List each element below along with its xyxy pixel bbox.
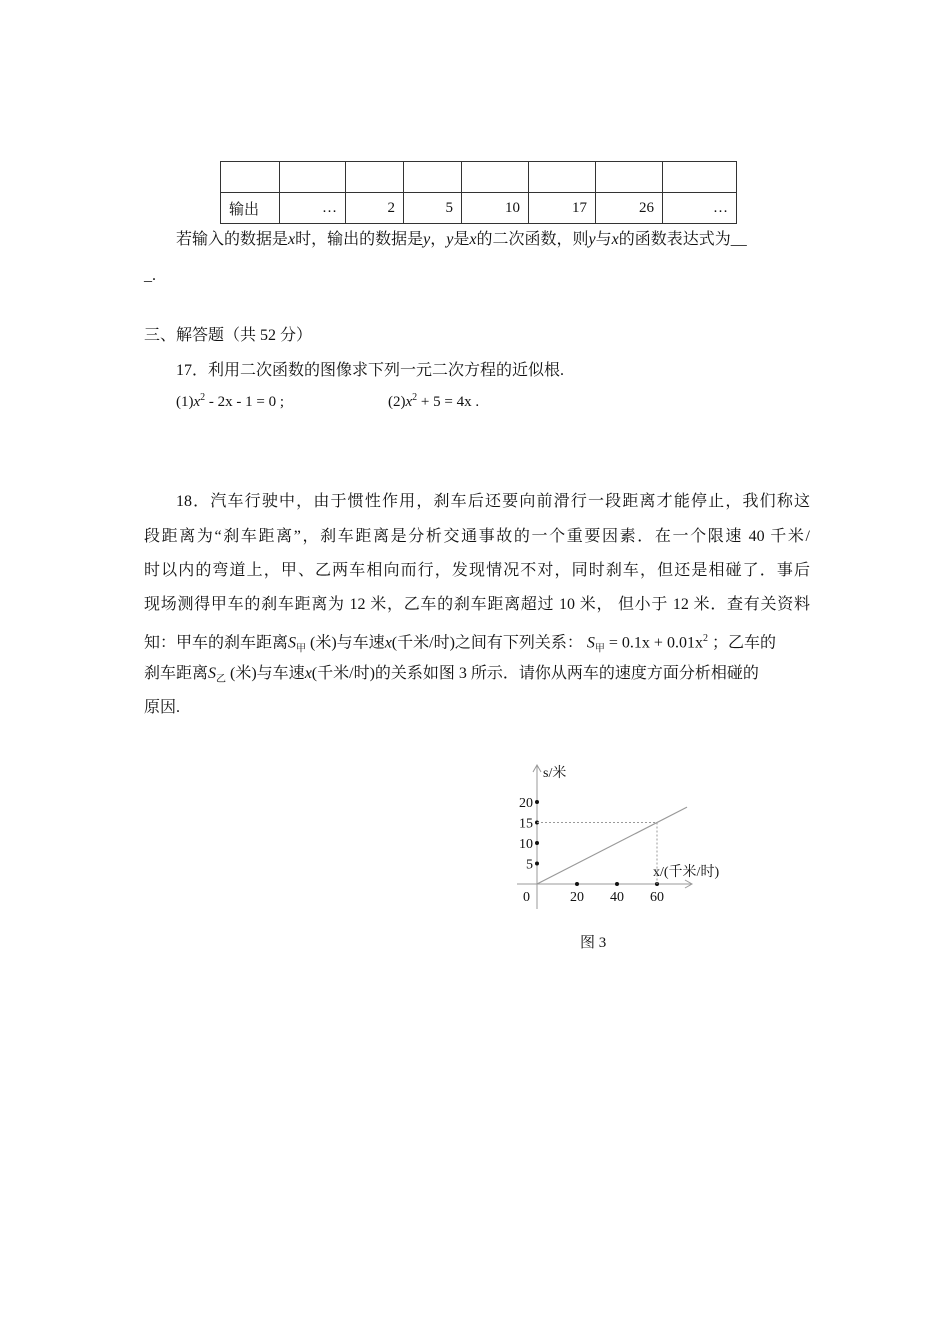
y-tick-dot [535, 800, 539, 804]
origin-label: 0 [523, 890, 530, 905]
figure-caption: 图 3 [580, 935, 607, 951]
y-tick-label: 15 [519, 816, 533, 832]
table-cell [529, 162, 596, 193]
x-tick-dot [575, 882, 579, 886]
table-cell: … [280, 193, 346, 224]
q16-line1: 若输入的数据是x时，输出的数据是y，y是x的二次函数，则y与x的函数表达式为__ [176, 231, 747, 248]
table-cell: … [663, 193, 737, 224]
table-cell [280, 162, 346, 193]
q17-equation-1: $(1)x^2 - 2x - 1 = 0$ ; [176, 392, 285, 410]
y-axis-label: s/米 [543, 766, 567, 781]
table-row [221, 162, 737, 193]
y-tick-label: 5 [526, 857, 533, 873]
io-table [220, 161, 737, 224]
table-cell: 26 [596, 193, 663, 224]
table-cell [404, 162, 462, 193]
y-tick-label: 10 [519, 837, 533, 852]
table-cell: 17 [529, 193, 596, 224]
y-tick-dot [535, 841, 539, 845]
q18-line3: 时以内的弯道上，甲、乙两车相向而行，发现情况不对，同时刹车，但还是相碰了．事后 [144, 562, 810, 579]
table-cell [596, 162, 663, 193]
x-tick-label: 20 [570, 890, 584, 905]
q17-stem: 17．利用二次函数的图像求下列一元二次方程的近似根. [176, 362, 565, 379]
table-cell: 2 [346, 193, 404, 224]
table-cell: 输出 [221, 193, 280, 224]
x-tick-dot [615, 882, 619, 886]
q18-line7: 原因. [144, 699, 181, 716]
q18-line2: 段距离为“刹车距离”，刹车距离是分析交通事故的一个重要因素．在一个限速 40 千米/ [144, 528, 810, 545]
table-cell: 10 [462, 193, 529, 224]
q18-line6: 刹车距离$S_乙$ (米)与车速x(千米/时)的关系如图 3 所示．请你从两车的速度方面分析相碰的 [144, 665, 759, 686]
x-axis-label: x/(千米/时) [653, 865, 720, 880]
table-cell [462, 162, 529, 193]
x-tick-label: 60 [650, 890, 664, 905]
q17-equation-2: $(2)x^2 + 5 = 4x$ . [388, 392, 480, 410]
table-cell [663, 162, 737, 193]
q18-line1: 18．汽车行驶中，由于惯性作用，刹车后还要向前滑行一段距离才能停止，我们称这 [176, 493, 810, 510]
y-tick-dot [535, 862, 539, 866]
table-row [221, 193, 737, 224]
speed-distance-chart [500, 755, 780, 915]
section-title: 三、解答题（共 52 分） [144, 327, 313, 344]
table-cell: 5 [404, 193, 462, 224]
y-tick-label: 20 [519, 796, 533, 811]
table-cell [346, 162, 404, 193]
q18-line4: 现场测得甲车的刹车距离为 12 米，乙车的刹车距离超过 10 米， 但小于 12 米．查有关资料 [144, 596, 810, 613]
q16-line2: _. [144, 267, 156, 284]
q18-line5: 知：甲车的刹车距离$S_甲$ (米)与车速x(千米/时)之间有下列关系： $S_甲 = 0.1x + 0.01x^2$ ；乙车的 [144, 633, 776, 655]
table-cell [221, 162, 280, 193]
x-tick-label: 40 [610, 890, 624, 905]
